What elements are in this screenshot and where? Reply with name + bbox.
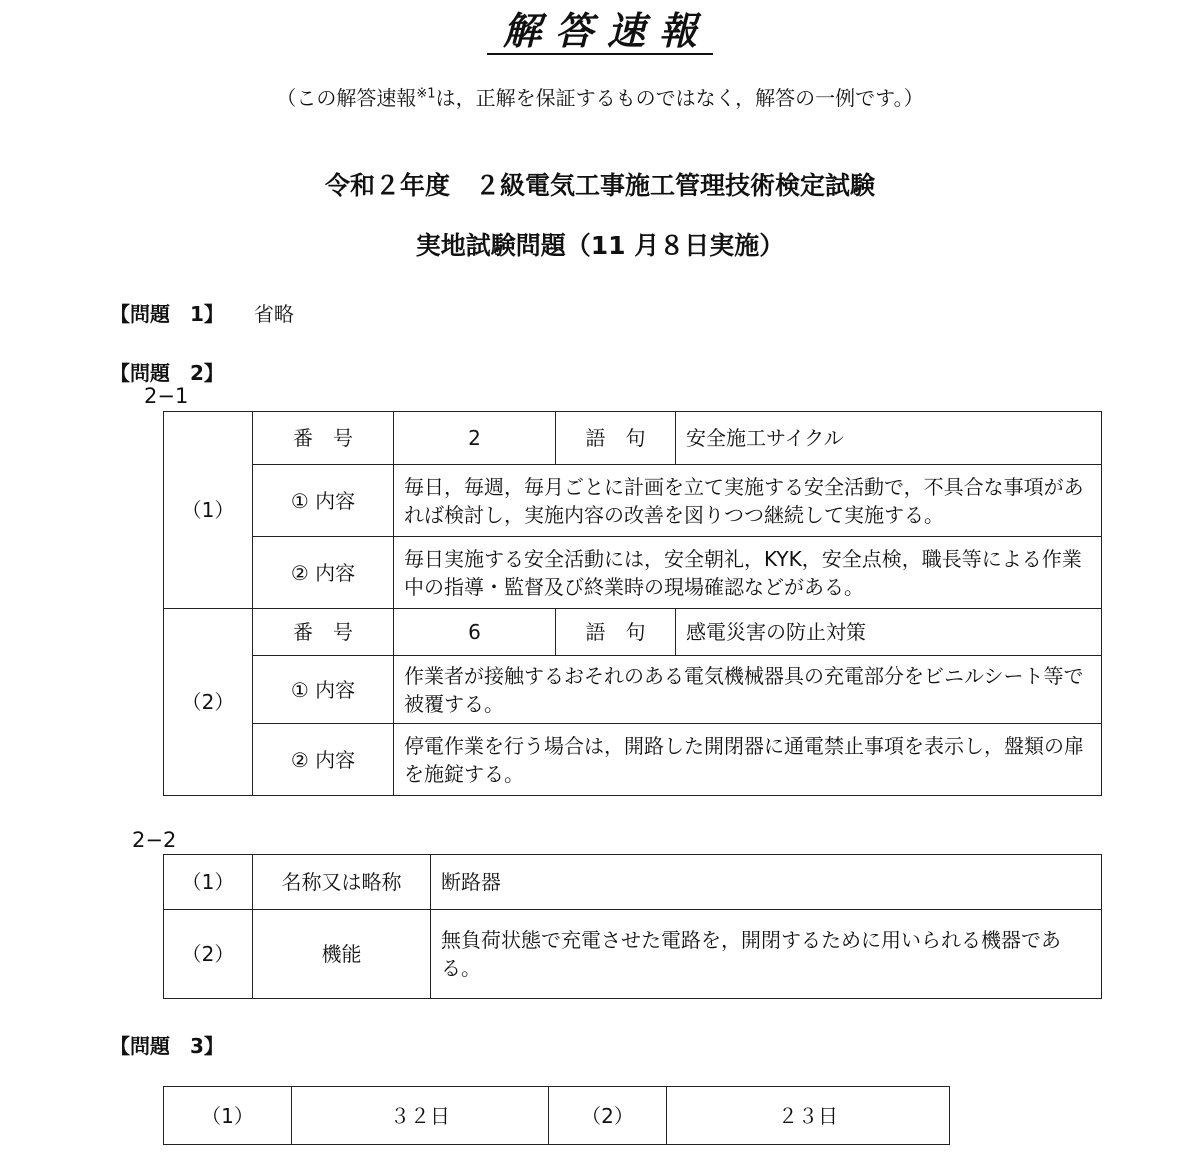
item-value: 無負荷状態で充電させた電路を，開閉するために用いられる機器である。 bbox=[431, 910, 1102, 999]
exam-subtitle: 実地試験問題（11 月８日実施） bbox=[415, 231, 785, 260]
content-1-label: ① 内容 bbox=[253, 656, 394, 724]
row-label: （1） bbox=[164, 855, 253, 910]
content-1-label: ① 内容 bbox=[253, 465, 394, 537]
table-2-2 bbox=[163, 854, 1102, 999]
item-value: 断路器 bbox=[431, 855, 1102, 910]
cell-label: （2） bbox=[549, 1087, 667, 1145]
content-2-label: ② 内容 bbox=[253, 724, 394, 796]
phrase-value: 感電災害の防止対策 bbox=[676, 609, 1102, 656]
table-row bbox=[164, 656, 1102, 724]
section-2-1-label: 2−1 bbox=[144, 384, 189, 408]
phrase-header: 語 句 bbox=[556, 609, 676, 656]
number-value: 2 bbox=[394, 412, 556, 465]
content-1-text: 毎日，毎週，毎月ごとに計画を立て実施する安全活動で，不具合な事項があれば検討し，実施内容の改善を図りつつ継続して実施する。 bbox=[394, 465, 1102, 537]
cell-label: （1） bbox=[164, 1087, 292, 1145]
phrase-value: 安全施工サイクル bbox=[676, 412, 1102, 465]
row-label: （2） bbox=[164, 910, 253, 999]
table-3 bbox=[163, 1086, 950, 1145]
table-row bbox=[164, 724, 1102, 796]
content-2-label: ② 内容 bbox=[253, 537, 394, 609]
table-row bbox=[164, 910, 1102, 999]
row-label: （1） bbox=[164, 412, 253, 609]
cell-value: ２３日 bbox=[667, 1087, 950, 1145]
table-row bbox=[164, 465, 1102, 537]
question-3-heading: 【問題 3】 bbox=[110, 1034, 224, 1058]
table-row bbox=[164, 609, 1102, 656]
section-2-2-label: 2−2 bbox=[132, 828, 177, 852]
page-title: 解答速報 bbox=[0, 0, 1200, 55]
cell-value: ３２日 bbox=[292, 1087, 549, 1145]
disclaimer-note: （この解答速報$^{※1}$は，正解を保証するものではなく，解答の一例です。） bbox=[276, 86, 924, 110]
exam-title: 令和２年度 ２級電気工事施工管理技術検定試験 bbox=[324, 171, 875, 200]
phrase-header: 語 句 bbox=[556, 412, 676, 465]
number-value: 6 bbox=[394, 609, 556, 656]
question-1-text: 省略 bbox=[253, 302, 294, 326]
question-1-heading: 【問題 1】 省略 bbox=[110, 302, 294, 326]
question-2-heading: 【問題 2】 bbox=[110, 361, 224, 385]
footnote-mark: ※1 bbox=[416, 86, 436, 102]
row-label: （2） bbox=[164, 609, 253, 796]
item-name: 名称又は略称 bbox=[253, 855, 431, 910]
table-row bbox=[164, 855, 1102, 910]
item-name: 機能 bbox=[253, 910, 431, 999]
content-2-text: 毎日実施する安全活動には，安全朝礼，KYK，安全点検，職長等による作業中の指導・監督及び終業時の現場確認などがある。 bbox=[394, 537, 1102, 609]
table-row bbox=[164, 412, 1102, 465]
content-2-text: 停電作業を行う場合は，開路した開閉器に通電禁止事項を表示し，盤類の扉を施錠する。 bbox=[394, 724, 1102, 796]
table-row bbox=[164, 537, 1102, 609]
content-1-text: 作業者が接触するおそれのある電気機械器具の充電部分をビニルシート等で被覆する。 bbox=[394, 656, 1102, 724]
table-2-1 bbox=[163, 411, 1102, 796]
table-row bbox=[164, 1087, 950, 1145]
number-header: 番 号 bbox=[253, 412, 394, 465]
number-header: 番 号 bbox=[253, 609, 394, 656]
